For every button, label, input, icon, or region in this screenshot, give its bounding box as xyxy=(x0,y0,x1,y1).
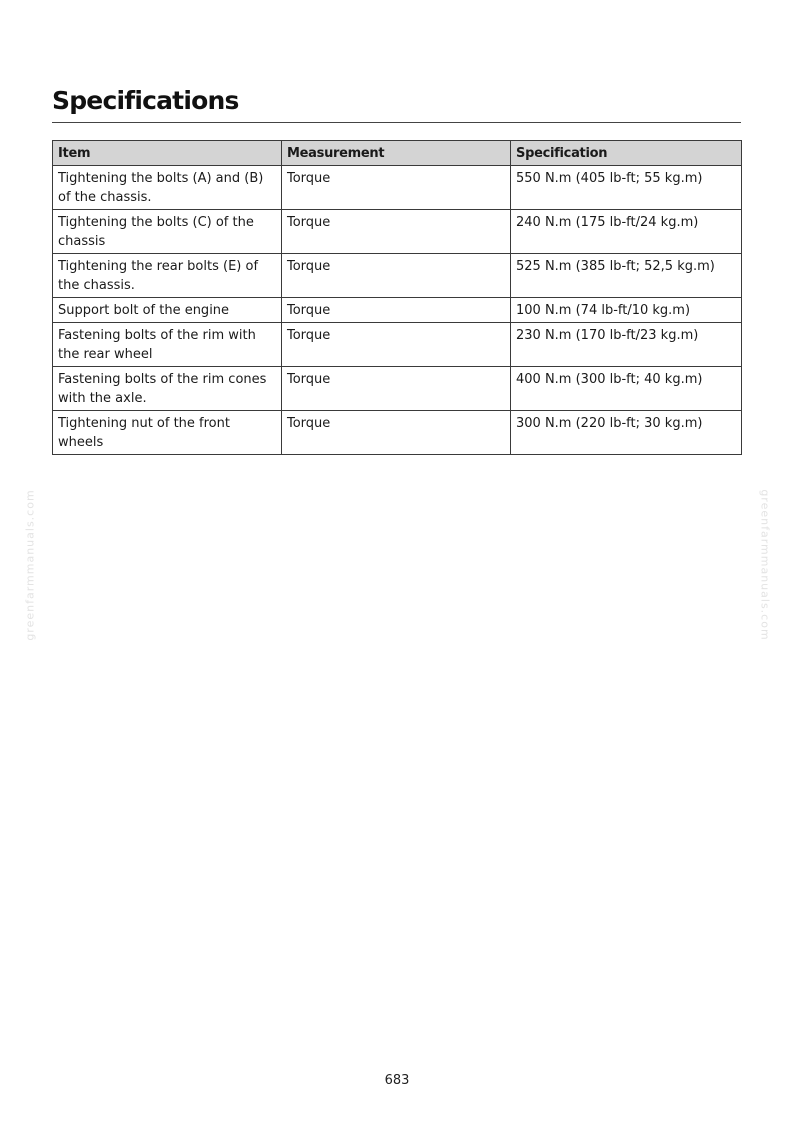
specification-cell: 240 N.m (175 lb-ft/24 kg.m) xyxy=(511,210,742,254)
specification-cell: 100 N.m (74 lb-ft/10 kg.m) xyxy=(511,298,742,323)
table-row xyxy=(53,254,742,298)
table-header-row xyxy=(53,141,742,166)
item-cell: Tightening the bolts (A) and (B) of the chassis. xyxy=(53,166,282,210)
specification-cell: 550 N.m (405 lb-ft; 55 kg.m) xyxy=(511,166,742,210)
specification-cell: 400 N.m (300 lb-ft; 40 kg.m) xyxy=(511,367,742,411)
table-row xyxy=(53,411,742,455)
measurement-cell: Torque xyxy=(282,367,511,411)
measurement-cell: Torque xyxy=(282,411,511,455)
table-row xyxy=(53,166,742,210)
page-title: Specifications xyxy=(52,86,239,115)
item-cell: Tightening the bolts (C) of the chassis xyxy=(53,210,282,254)
column-header-item: Item xyxy=(53,141,282,166)
item-cell: Fastening bolts of the rim cones with the axle. xyxy=(53,367,282,411)
measurement-cell: Torque xyxy=(282,323,511,367)
table-row xyxy=(53,367,742,411)
column-header-specification: Specification xyxy=(511,141,742,166)
table-row xyxy=(53,323,742,367)
table-row xyxy=(53,210,742,254)
item-cell: Tightening the rear bolts (E) of the chassis. xyxy=(53,254,282,298)
page-number: 683 xyxy=(384,1073,410,1088)
column-header-measurement: Measurement xyxy=(282,141,511,166)
specification-cell: 300 N.m (220 lb-ft; 30 kg.m) xyxy=(511,411,742,455)
measurement-cell: Torque xyxy=(282,210,511,254)
watermark-left: greenfarmmanuals.com xyxy=(23,489,37,641)
specification-cell: 230 N.m (170 lb-ft/23 kg.m) xyxy=(511,323,742,367)
item-cell: Support bolt of the engine xyxy=(53,298,282,323)
measurement-cell: Torque xyxy=(282,166,511,210)
measurement-cell: Torque xyxy=(282,254,511,298)
item-cell: Tightening nut of the front wheels xyxy=(53,411,282,455)
title-divider xyxy=(52,122,741,123)
specification-cell: 525 N.m (385 lb-ft; 52,5 kg.m) xyxy=(511,254,742,298)
measurement-cell: Torque xyxy=(282,298,511,323)
specifications-table xyxy=(52,140,742,455)
table-row xyxy=(53,298,742,323)
item-cell: Fastening bolts of the rim with the rear wheel xyxy=(53,323,282,367)
watermark-right: greenfarmmanuals.com xyxy=(758,489,772,641)
